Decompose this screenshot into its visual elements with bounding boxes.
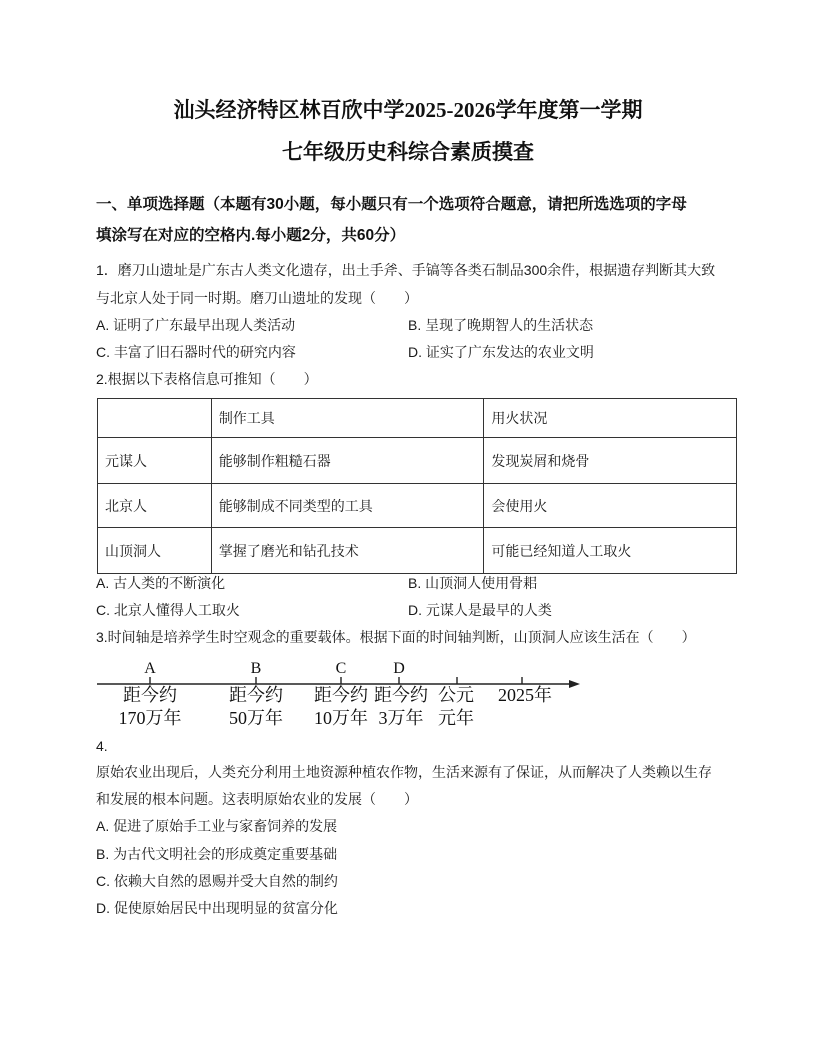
q2-option-c: C. 北京人懂得人工取火 (96, 602, 240, 618)
timeline-marker-b: B (250, 660, 262, 677)
table-header-tools: 制作工具 (211, 399, 484, 438)
table-cell-tools: 掌握了磨光和钻孔技术 (211, 528, 484, 574)
timeline-label-line-2: 3万年 (378, 708, 424, 728)
q1-option-d: D. 证实了广东发达的农业文明 (408, 344, 594, 360)
timeline-label-line-1: 2025年 (498, 685, 552, 705)
q1-option-b: B. 呈现了晚期智人的生活状态 (408, 317, 594, 333)
table-corner-cell (98, 399, 212, 438)
exam-subtitle: 七年级历史科综合素质摸查 (282, 140, 534, 164)
timeline-label-line-1: 距今约 (374, 685, 428, 705)
q1-stem-line-2: 与北京人处于同一时期。磨刀山遗址的发现（ ） (96, 290, 418, 306)
timeline-label-line-2: 10万年 (314, 708, 368, 728)
table-header-row (98, 399, 737, 438)
timeline-label-line-1: 距今约 (123, 685, 177, 705)
q1-stem-line-1: 1．磨刀山遗址是广东古人类文化遗存，出土手斧、手镐等各类石制品300余件，根据遗存判断其大致 (96, 262, 716, 278)
table-cell-fire: 会使用火 (484, 484, 737, 528)
q1-option-c: C. 丰富了旧石器时代的研究内容 (96, 344, 296, 360)
timeline-marker-d: D (393, 660, 405, 677)
q2-info-table (97, 398, 737, 574)
table-cell-name: 元谋人 (98, 438, 212, 484)
q3-stem: 3.时间轴是培养学生时空观念的重要载体。根据下面的时间轴判断，山顶洞人应该生活在（ ） (96, 629, 696, 645)
exam-title: 汕头经济特区林百欣中学2025-2026学年度第一学期 (173, 98, 643, 122)
table-cell-fire: 可能已经知道人工取火 (484, 528, 737, 574)
timeline-label-line-1: 距今约 (229, 685, 283, 705)
q4-stem-line-2: 和发展的根本问题。这表明原始农业的发展（ ） (96, 791, 418, 807)
q2-stem: 2.根据以下表格信息可推知（ ） (96, 371, 318, 387)
section-heading-line-1: 一、单项选择题（本题有30小题，每小题只有一个选项符合题意，请把所选选项的字母 (96, 196, 687, 213)
q4-option-c: C. 依赖大自然的恩赐并受大自然的制约 (96, 873, 338, 889)
timeline-label-line-1: 公元 (438, 685, 474, 705)
table-cell-tools: 能够制成不同类型的工具 (211, 484, 484, 528)
q4-option-a: A. 促进了原始手工业与家畜饲养的发展 (96, 818, 338, 834)
q1-option-a: A. 证明了广东最早出现人类活动 (96, 317, 296, 333)
table-cell-name: 山顶洞人 (98, 528, 212, 574)
table-row (98, 438, 737, 484)
timeline-marker-a: A (144, 660, 156, 677)
q4-option-d: D. 促使原始居民中出现明显的贫富分化 (96, 900, 338, 916)
q4-number: 4. (96, 738, 108, 754)
table-cell-fire: 发现炭屑和烧骨 (484, 438, 737, 484)
table-header-fire: 用火状况 (484, 399, 737, 438)
table-row (98, 528, 737, 574)
timeline-label-line-2: 50万年 (229, 708, 283, 728)
timeline-label-line-2: 170万年 (118, 708, 182, 728)
timeline-arrow-icon (569, 680, 580, 688)
q3-timeline (90, 655, 590, 731)
table-row (98, 484, 737, 528)
table-cell-tools: 能够制作粗糙石器 (211, 438, 484, 484)
table-cell-name: 北京人 (98, 484, 212, 528)
q2-option-b: B. 山顶洞人使用骨耜 (408, 575, 538, 591)
q2-option-a: A. 古人类的不断演化 (96, 575, 226, 591)
timeline-label-line-1: 距今约 (314, 685, 368, 705)
q4-option-b: B. 为古代文明社会的形成奠定重要基础 (96, 846, 338, 862)
timeline-marker-c: C (335, 660, 347, 677)
q4-stem-line-1: 原始农业出现后，人类充分利用土地资源种植农作物，生活来源有了保证，从而解决了人类赖以生存 (96, 764, 712, 780)
timeline-label-line-2: 元年 (438, 708, 474, 728)
q2-option-d: D. 元谋人是最早的人类 (408, 602, 552, 618)
section-heading-line-2: 填涂写在对应的空格内.每小题2分，共60分） (96, 227, 406, 244)
